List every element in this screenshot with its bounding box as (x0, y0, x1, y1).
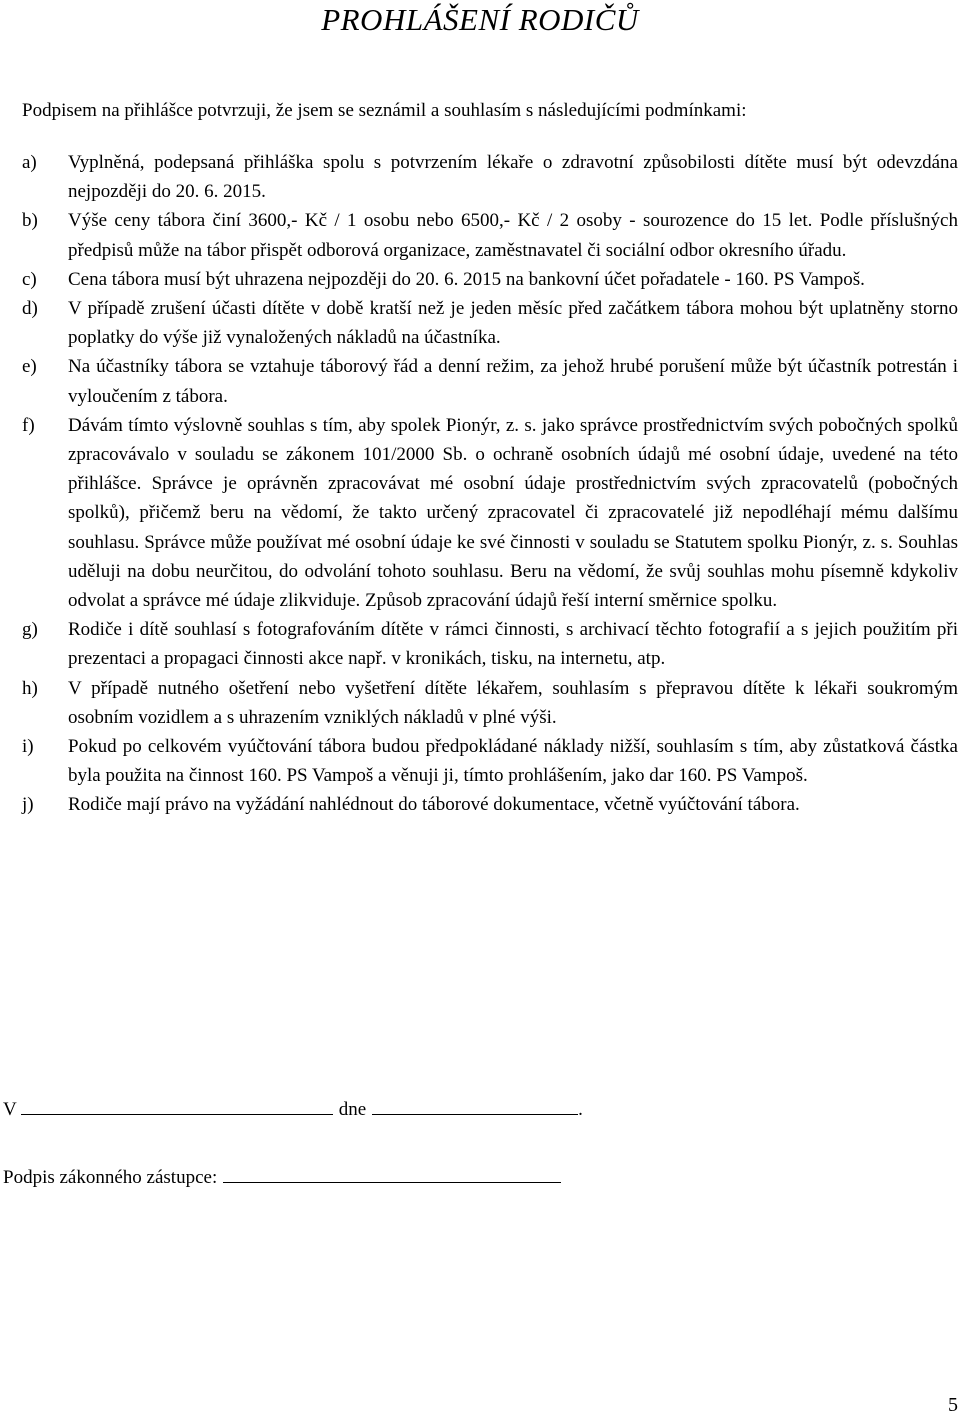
list-item-text: V případě zrušení účasti dítěte v době kratší než je jeden měsíc před začátkem tábora mohou být uplatněny storno poplatky do výše již vynaložených nákladů na účastníka. (68, 298, 958, 349)
conditions-list (22, 148, 958, 820)
list-item (22, 352, 958, 410)
list-item-text: Rodiče mají právo na vyžádání nahlédnout do táborové dokumentace, včetně vyúčtování tábora. (68, 794, 800, 816)
list-item-text: Rodiče i dítě souhlasí s fotografováním dítěte v rámci činnosti, s archivací těchto fotografií a s jejich použitím při prezentaci a propagaci činnosti akce např. v kronikách, tisku, na internetu, atp. (68, 619, 958, 670)
list-item-text: Výše ceny tábora činí 3600,- Kč / 1 osobu nebo 6500,- Kč / 2 osoby - sourozence do 15 let. Podle příslušných předpisů může na tábor přispět odborová organizace, zaměstnavatel či sociální odbor okresního úřadu. (68, 210, 958, 261)
list-item-text: Cena tábora musí být uhrazena nejpozději do 20. 6. 2015 na bankovní účet pořadatele - 160. PS Vampoš. (68, 268, 865, 290)
list-item-marker: b) (22, 210, 38, 232)
list-item-text: Vyplněná, podepsaná přihláška spolu s potvrzením lékaře o zdravotní způsobilosti dítěte musí být odevzdána nejpozději do 20. 6. 2015. (68, 152, 958, 203)
list-item-marker: f) (22, 414, 35, 436)
place-blank[interactable] (21, 1096, 333, 1115)
page-number: 5 (948, 1394, 958, 1416)
date-end-period: . (578, 1099, 583, 1120)
list-item (22, 411, 958, 615)
signature-line (3, 1164, 561, 1191)
list-item-text: V případě nutného ošetření nebo vyšetření dítěte lékařem, souhlasím s přepravou dítěte k lékaři soukromým osobním vozidlem a s uhrazením vzniklých nákladů v plné výši. (68, 677, 958, 728)
date-label: dne (338, 1099, 367, 1120)
list-item-text: Na účastníky tábora se vztahuje táborový řád a denní režim, za jehož hrubé porušení může být účastník potrestán i vyloučením z tábora. (68, 356, 958, 407)
document-title: PROHLÁŠENÍ RODIČŮ (321, 2, 639, 37)
list-item (22, 790, 958, 819)
place-date-line (3, 1096, 583, 1123)
date-blank[interactable] (372, 1096, 578, 1115)
list-item (22, 615, 958, 673)
list-item-marker: e) (22, 356, 37, 378)
list-item-text: Dávám tímto výslovně souhlas s tím, aby spolek Pionýr, z. s. jako správce prostřednictvím svých pobočných spolků zpracovávalo v souladu se zákonem 101/2000 Sb. o ochraně osobních údajů mé osobní údaje, uvedené na této přihlášce. Správce je oprávněn zpracovávat mé osobní údaje prostřednictvím svých zpracovatelů (pobočných spolků), přičemž beru na vědomí, že takto určený zpracovatel či zpracovatelé již nepodléhají mému dalšímu souhlasu. Správce může používat mé osobní údaje ke své činnosti v souladu se Statutem spolku Pionýr, z. s. Souhlas uděluji na dobu neurčitou, do odvolání tohoto souhlasu. Beru na vědomí, že svůj souhlas mohu písemně kdykoliv odvolat a správce mé údaje zlikviduje. Způsob zpracování údajů řeší interní směrnice spolku. (68, 414, 958, 612)
list-item-marker: d) (22, 298, 38, 320)
signature-blank[interactable] (223, 1164, 561, 1183)
list-item (22, 265, 958, 294)
list-item-marker: a) (22, 152, 37, 173)
signer-label: Podpis zákonného zástupce: (3, 1167, 218, 1188)
list-item-marker: g) (22, 619, 38, 641)
list-item (22, 148, 958, 206)
list-item (22, 674, 958, 732)
list-item (22, 206, 958, 264)
list-item (22, 294, 958, 352)
list-item (22, 732, 958, 790)
list-item-marker: c) (22, 268, 37, 290)
list-item-text: Pokud po celkovém vyúčtování tábora budou předpokládané náklady nižší, souhlasím s tím, aby zůstatková částka byla použita na činnost 160. PS Vampoš a věnuji ji, tímto prohlášením, jako dar 160. PS Vampoš. (68, 736, 958, 787)
list-item-marker: j) (22, 794, 34, 816)
intro-paragraph: Podpisem na přihlášce potvrzuji, že jsem se seznámil a souhlasím s následujícími podmínkami: (22, 100, 747, 121)
list-item-marker: h) (22, 677, 38, 699)
place-label: V (3, 1099, 17, 1120)
list-item-marker: i) (22, 736, 34, 758)
